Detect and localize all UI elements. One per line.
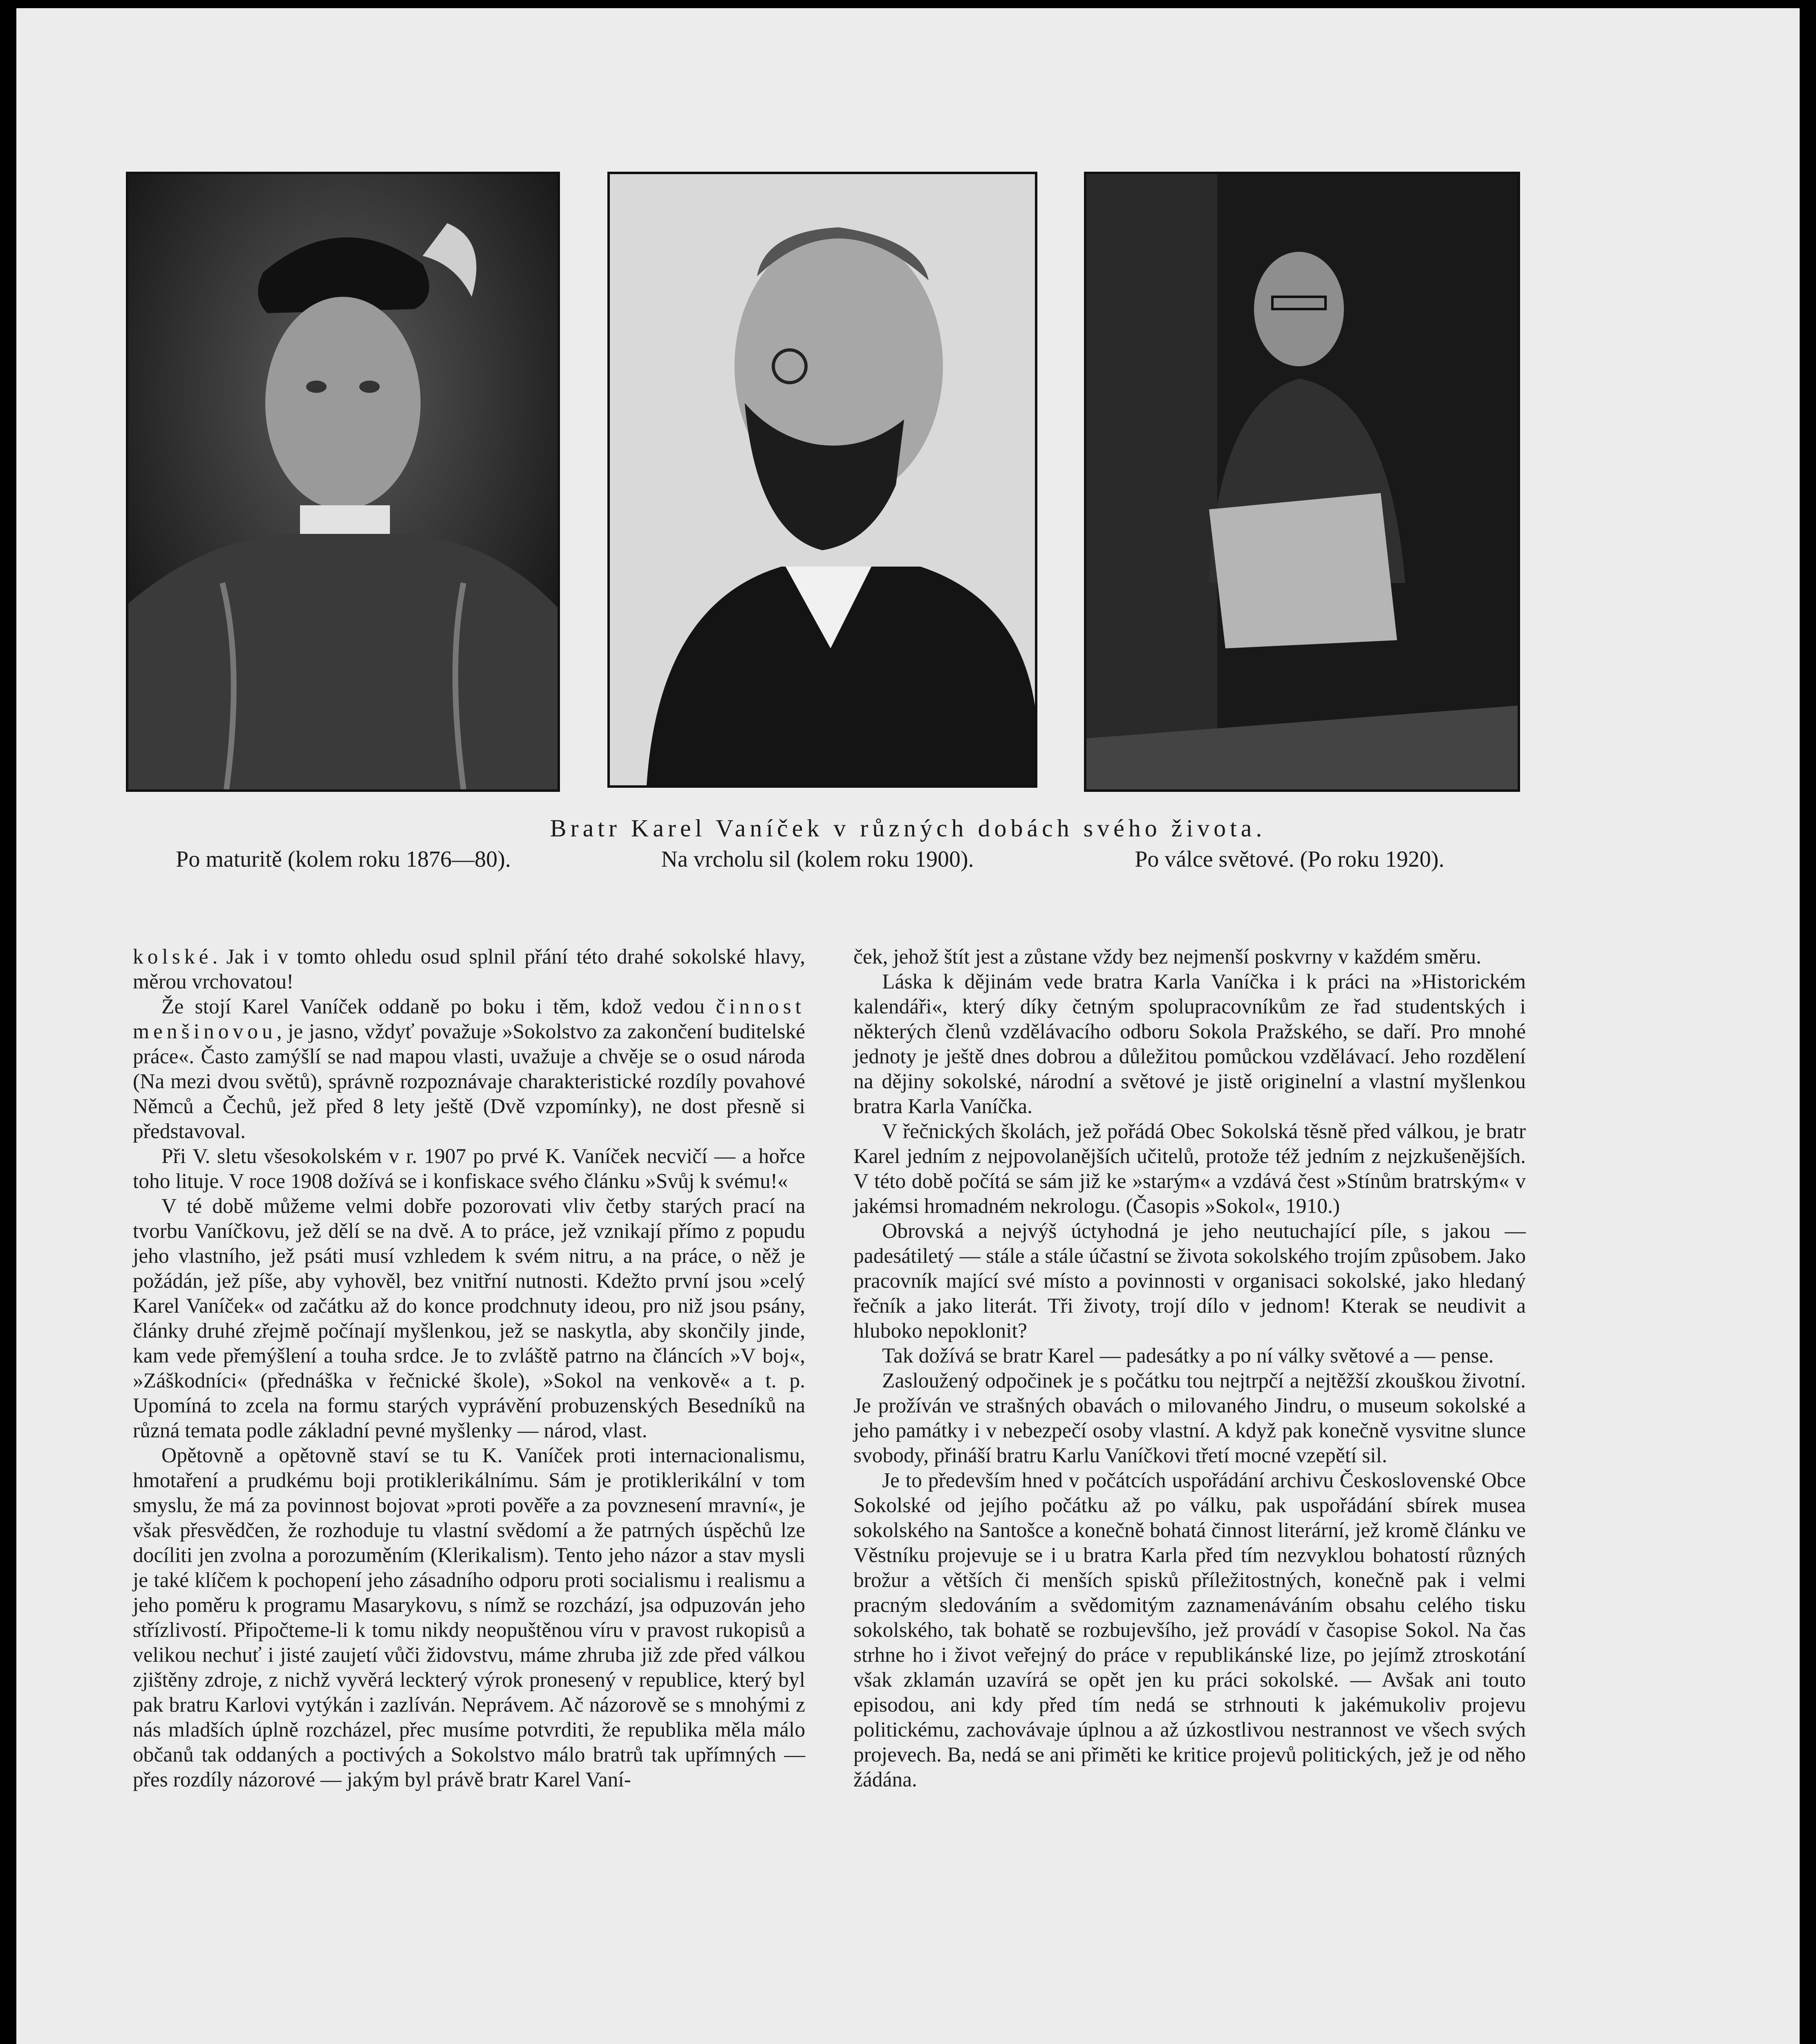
left-paragraph-2-start: Že stojí Karel Vaníček oddaně po boku i těm, kdož vedou: [161, 995, 716, 1018]
right-paragraph-7: Je to především hned v počátcích uspořádání archivu Československé Obce Sokolské od jejího počátku až po válku, pak uspořádání sbírek musea sokolského na Santošce a konečně bohatá činnost literární, jež kromě článku ve Věstníku projevuje se i u bratra Karla před tím nezvyklou bohatostí různých brožur a větších či menších spisků příležitostných, konečně pak i velmi pracným sledováním a svědomitým zaznamenáváním obsahu celého tisku sokolského, tak bohatě se rozbujevšího, jež provádí v časopise Sokol. Na čas strhne ho i život veřejný do práce v republikánské lize, po jejímž ztroskotání však zklamán uzavírá se opět jen ku práci sokolské. — Avšak ani touto episodou, ani kdy před tím nedá se strhnouti k jakémukoliv projevu politickému, zachovávaje úplnou a až úzkostlivou nestrannost ve všech svých projevech. Ba, nedá se ani přiměti ke kritice projevů politických, jež je od něho žádána.: [853, 1469, 1526, 1791]
left-paragraph-4: V té době můžeme velmi dobře pozorovati vliv četby starých prací na tvorbu Vaníčkovu, jež dělí se na dvě. A to práce, jež vznikají přímo z popudu jeho vlastního, jež psáti musí vzhledem k svém nitru, a na práce, o něž je požádán, jež píše, aby vyhověl, bez vnitřní nutnosti. Kdežto první jsou »celý Karel Vaníček« od začátku až do konce prodchnuty ideou, pro niž jsou psány, články druhé zřejmě počínají myšlenkou, jež se naskytla, aby skončily jinde, kam vede přemýšlení a touha srdce. Je to zvláště patrno na článcích »V boj«, »Záškodníci« (přednáška v řečnické škole), »Sokol na venkově« a t. p. Upomíná to zcela na formu starých vyprávění probuzenských Besedníků na různá temata podle základní pevné myšlenky — národ, vlast.: [133, 1195, 805, 1442]
right-paragraph-1: ček, jehož štít jest a zůstane vždy bez nejmenší poskvrny v každém směru.: [853, 945, 1481, 968]
left-paragraph-1: [133, 944, 805, 994]
portrait-young-man-photo: [126, 172, 560, 792]
right-paragraph-6: Zasloužený odpočinek je s počátku tou nejtrpčí a nejtěžší zkouškou životní. Je prožíván ve strašných obavách o milovaného Jindru, o museum sokolské a jeho památky i v nebezpečí osoby vlastní. A když pak konečně vysvitne slunce svobody, přináší bratru Karlu Vaníčkovi třetí mocné vzepětí sil.: [853, 1369, 1526, 1467]
portrait-bearded-man-photo: [607, 172, 1037, 788]
right-column: [853, 944, 1526, 1792]
photo-caption-2: Na vrcholu sil (kolem roku 1900).: [661, 847, 974, 872]
right-paragraph-3: V řečnických školách, jež pořádá Obec Sokolská těsně před válkou, je bratr Karel jedním z nejpovolanějších učitelů, protože též jedním z nejzkušenějších. V této době počítá se sám již ke »starým« a vzdává čest »Stínům bratrským« v jakémsi hromadném nekrologu. (Časopis »Sokol«, 1910.): [853, 1120, 1526, 1218]
left-paragraph-1-text: . Jak i v tomto ohledu osud splnil přání této drahé sokolské hlavy, měrou vrchovatou!: [133, 945, 805, 993]
photo-caption-title: Bratr Karel Vaníček v různých dobách svého života.: [550, 815, 1266, 842]
portrait-older-man-photo: [1084, 172, 1520, 792]
right-paragraph-4: Obrovská a nejvýš úctyhodná je jeho neutuchající píle, s jakou — padesátiletý — stále a stále účastní se života sokolského trojím způsobem. Jako pracovník mající své místo a povinnosti v organisaci sokolské, jako hledaný řečník a jako literát. Tři životy, trojí dílo v jednom! Kterak se neudivit a hluboko nepoklonit?: [853, 1219, 1526, 1342]
spaced-phrase: činnost menšinovou: [133, 995, 805, 1043]
left-column: [133, 944, 805, 1792]
right-paragraph-2: Láska k dějinám vede bratra Karla Vaníčka i k práci na »Historickém kalendáři«, který díky četným spolupracovníkům ze řad studentských i některých členů vzdělávacího odboru Sokola Pražského, se daří. Pro mnohé jednoty je ještě dnes dobrou a důležitou pomůckou vzdělávací. Jeho rozdělení na dějiny sokolské, národní a světové je jistě originelní a vlastní myšlenkou bratra Karla Vaníčka.: [853, 970, 1526, 1118]
left-paragraph-3: Při V. sletu všesokolském v r. 1907 po prvé K. Vaníček necvičí — a hořce toho lituje. V roce 1908 dožívá se i konfiskace svého článku »Svůj k svému!«: [133, 1145, 805, 1193]
left-paragraph-5: Opětovně a opětovně staví se tu K. Vaníček proti internacionalismu, hmotaření a prudkému boji protiklerikálnímu. Sám je protiklerikální v tom smyslu, že má za povinnost bojovat »proti pověře a za povznesení mravní«, je však přesvědčen, že rozhoduje tu vlastní svědomí a že patrných úspěchů lze docíliti jen zvolna a porozuměním (Klerikalism). Tento jeho názor a stav mysli je také klíčem k pochopení jeho zásadního odporu proti socialismu i realismu a jeho poměru k programu Masarykovu, s nímž se rozchází, jsa odpuzován jeho střízlivostí. Připočteme-li k tomu nikdy neopuštěnou víru v pravost rukopisů a velikou nechuť i jisté zaujetí vůči židovstvu, máme zhruba již zde před válkou zjištěny zdroje, z nichž vyvěrá leckterý výrok pronesený v republice, který byl pak bratru Karlovi vytýkán i zazlíván. Neprávem. Ač názorově se s mnohými z nás mladších úplně rozcházel, přec musíme potvrditi, že republika měla málo občanů tak oddaných a poctivých a Sokolstvo málo bratrů tak upřímných — přes rozdíly názorové — jakým byl právě bratr Karel Vaní-: [133, 1444, 805, 1791]
spaced-word: kolské: [133, 945, 213, 968]
photo-caption-3: Po válce světové. (Po roku 1920).: [1135, 847, 1444, 872]
magazine-page: [16, 8, 1800, 2044]
right-paragraph-5: Tak dožívá se bratr Karel — padesátky a po ní války světové a — pense.: [882, 1344, 1494, 1367]
left-paragraph-2-end: , je jasno, vždyť považuje »Sokolstvo za zakončení buditelské práce«. Často zamýšlí se nad mapou vlasti, uvažuje a chvěje se o osud národa (Na mezi dvou světů), správně rozpoznávaje charakteristické rozdíly povahové Němců a Čechů, jež před 8 lety ještě (Dvě vzpomínky), ne dost přesně si představoval.: [133, 1020, 805, 1143]
photo-caption-1: Po maturitě (kolem roku 1876—80).: [176, 847, 511, 872]
left-paragraph-2: [133, 994, 805, 1144]
